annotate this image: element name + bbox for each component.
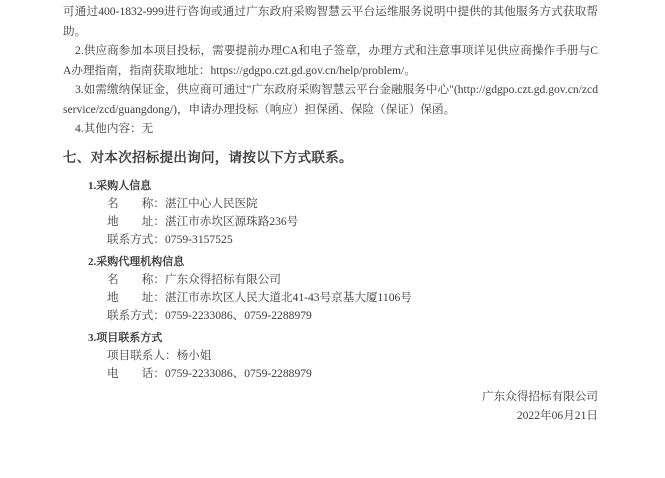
contact-row <box>63 213 598 231</box>
contact-value: 杨小姐 <box>176 348 212 362</box>
contact-section-project <box>63 329 598 383</box>
contact-section-title: 1.采购人信息 <box>88 179 152 192</box>
contact-value: 湛江中心人民医院 <box>164 196 258 210</box>
signature-company: 广东众得招标有限公司 <box>482 389 598 403</box>
contact-row <box>63 195 598 213</box>
body-paragraph: 可通过400-1832-999进行咨询或通过广东政府采购智慧云平台运维服务说明中提供的其他服务方式获取帮助。 <box>63 5 598 38</box>
contact-label: 项目联系人： <box>107 348 177 362</box>
contact-row <box>63 347 598 365</box>
contact-value: 湛江市赤坎区源珠路236号 <box>164 214 299 228</box>
body-paragraph: 2.供应商参加本项目投标，需要提前办理CA和电子签章，办理方式和注意事项详见供应商操作手册与CA办理指南，指南获取地址：https://gdgpo.czt.gd.gov.cn/help/problem/。 <box>63 44 598 77</box>
body-text-block <box>63 2 598 139</box>
contact-section-title: 3.项目联系方式 <box>88 331 163 344</box>
contact-section-agency <box>63 253 598 325</box>
contact-value: 0759-3157525 <box>164 232 233 246</box>
contact-value: 0759-2233086、0759-2288979 <box>164 366 312 380</box>
section-heading: 七、对本次招标提出询问，请按以下方式联系。 <box>63 149 353 165</box>
signature-block <box>63 387 598 425</box>
contact-value: 湛江市赤坎区人民大道北41-43号京基大厦1106号 <box>164 290 412 304</box>
contact-row <box>63 271 598 289</box>
contact-label: 名 称： <box>107 196 165 210</box>
contact-label: 电 话： <box>107 366 165 380</box>
contact-value: 广东众得招标有限公司 <box>164 272 281 286</box>
body-paragraph: 3.如需缴纳保证金，供应商可通过"广东政府采购智慧云平台金融服务中心"(http://gdgpo.czt.gd.gov.cn/zcdservice/zcd/guangdong/)，申请办理投标（响应）担保函、保险（保证）保函。 <box>63 83 598 116</box>
contact-label: 联系方式： <box>107 232 165 246</box>
signature-date: 2022年06月21日 <box>516 408 598 422</box>
contact-label: 地 址： <box>107 214 165 228</box>
contact-label: 名 称： <box>107 272 165 286</box>
document-content <box>63 2 598 425</box>
contact-value: 0759-2233086、0759-2288979 <box>164 308 312 322</box>
body-paragraph: 4.其他内容：无 <box>75 122 154 135</box>
contact-section-title: 2.采购代理机构信息 <box>88 255 185 268</box>
contact-label: 联系方式： <box>107 308 165 322</box>
contact-row <box>63 231 598 249</box>
contact-row <box>63 307 598 325</box>
contact-row <box>63 289 598 307</box>
contact-row <box>63 365 598 383</box>
contact-label: 地 址： <box>107 290 165 304</box>
contact-section-purchaser <box>63 177 598 249</box>
